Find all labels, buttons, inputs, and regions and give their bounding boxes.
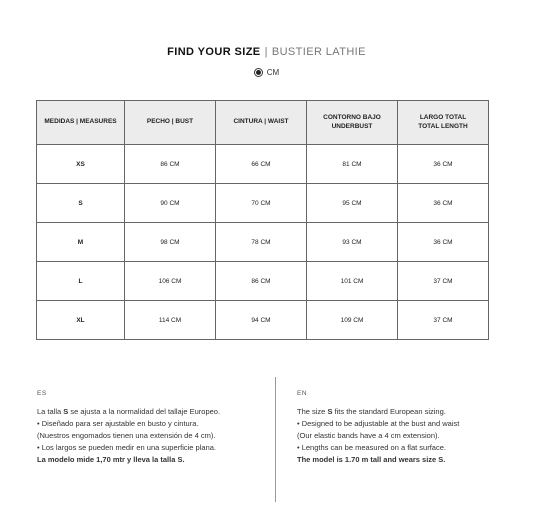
column-header: CONTORNO BAJO UNDERBUST [307,101,398,145]
note-line: • Lengths can be measured on a flat surface. [297,443,446,452]
table-cell: 90 CM [125,184,216,223]
column-header: CINTURA | WAIST [216,101,307,145]
unit-selector[interactable] [0,68,533,77]
language-label: EN [297,390,308,397]
note-line: • Los largos se pueden medir en una superficie plana. [37,443,216,452]
table-cell: 98 CM [125,223,216,262]
note-line: (Nuestros engomados tienen una extensión de 4 cm). [37,431,216,440]
size-highlight: S [327,407,333,416]
table-cell: 81 CM [307,145,398,184]
column-header: LARGO TOTAL TOTAL LENGTH [398,101,489,145]
language-label: ES [37,390,47,397]
product-name: BUSTIER LATHIE [271,46,366,58]
table-cell: 36 CM [398,223,489,262]
note-line [37,406,267,418]
title-main: FIND YOUR SIZE [167,46,261,58]
column-header: MEDIDAS | MEASURES [37,101,125,145]
table-cell: 93 CM [307,223,398,262]
table-cell: 95 CM [307,184,398,223]
table-cell: 70 CM [216,184,307,223]
table-header-row [37,101,489,145]
table-row [37,184,489,223]
note-line [297,406,527,418]
table-row [37,223,489,262]
note-line: (Our elastic bands have a 4 cm extension). [297,431,440,440]
table-cell: 37 CM [398,301,489,340]
table-cell: 114 CM [125,301,216,340]
title-separator: | [264,46,268,58]
size-cell: M [37,223,125,262]
note-line: • Diseñado para ser ajustable en busto y cintura. [37,419,199,428]
table-cell: 101 CM [307,262,398,301]
size-cell: S [37,184,125,223]
page-title [0,46,533,58]
size-cell: XS [37,145,125,184]
unit-radio-cm[interactable] [254,68,263,77]
note-line: • Designed to be adjustable at the bust and waist [297,419,460,428]
table-cell: 78 CM [216,223,307,262]
table-cell: 36 CM [398,184,489,223]
table-cell: 36 CM [398,145,489,184]
size-table [36,100,489,340]
table-cell: 86 CM [125,145,216,184]
table-row [37,262,489,301]
model-note: The model is 1.70 m tall and wears size S. [297,455,446,464]
notes-divider [275,377,276,502]
table-cell: 94 CM [216,301,307,340]
table-cell: 66 CM [216,145,307,184]
size-cell: XL [37,301,125,340]
table-cell: 106 CM [125,262,216,301]
note-text: se ajusta a la normalidad del tallaje Europeo. [68,407,221,416]
notes-english [297,388,527,466]
size-notes [0,377,533,502]
note-text: fits the standard European sizing. [332,407,446,416]
size-highlight: S [63,407,69,416]
table-cell: 109 CM [307,301,398,340]
table-row [37,301,489,340]
table-cell: 86 CM [216,262,307,301]
notes-spanish [37,388,267,466]
table-row [37,145,489,184]
radio-selected-dot-icon [256,70,261,75]
unit-label: CM [266,68,280,77]
model-note: La modelo mide 1,70 mtr y lleva la talla S. [37,455,185,464]
size-cell: L [37,262,125,301]
note-text: La talla [37,407,64,416]
note-text: The size [297,407,328,416]
table-cell: 37 CM [398,262,489,301]
column-header: PECHO | BUST [125,101,216,145]
